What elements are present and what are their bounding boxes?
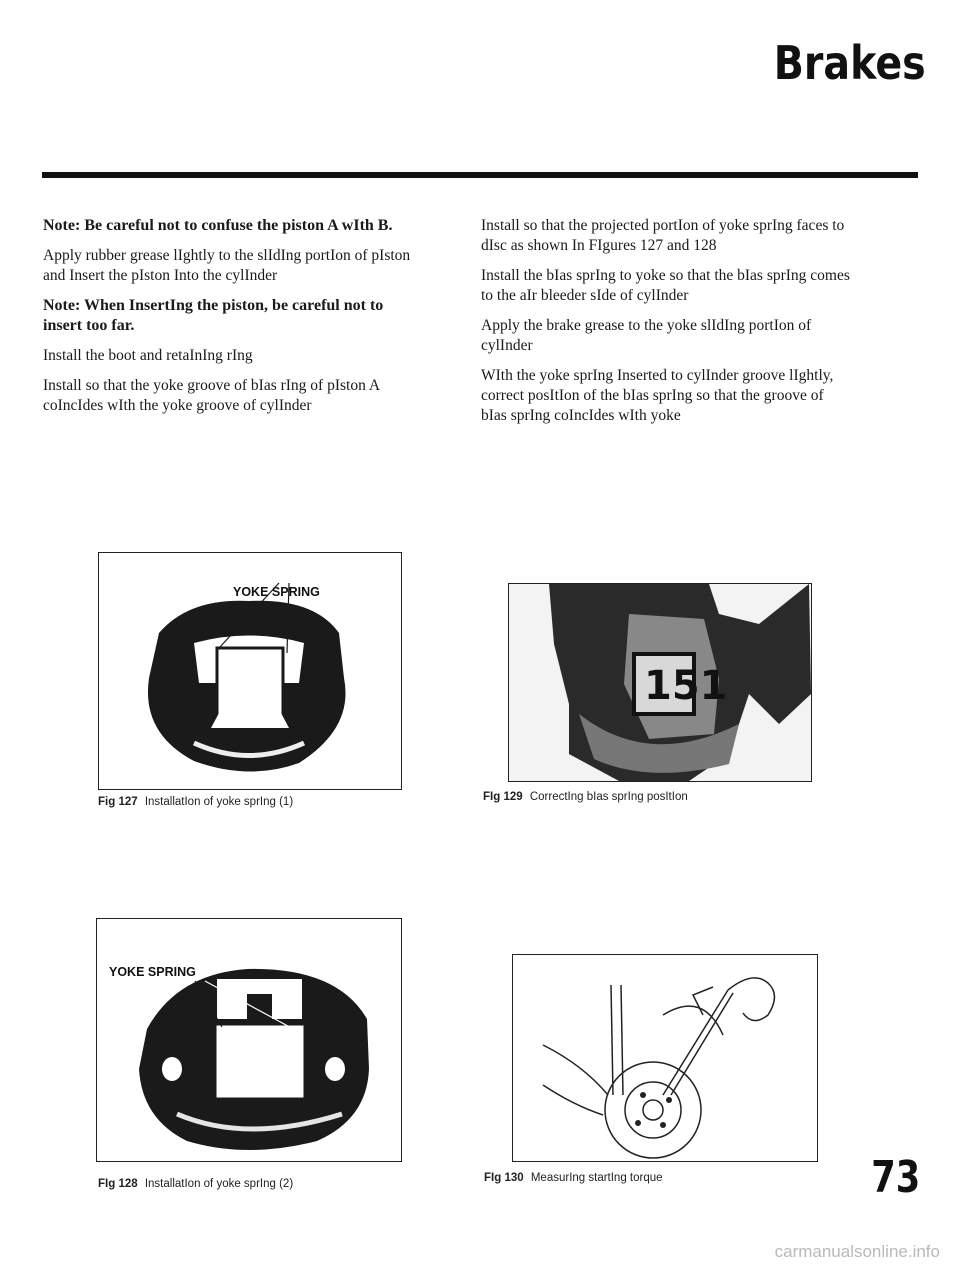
body-paragraph: Install so that the projected portIon of yoke sprIng faces to dIsc as shown In FIgures 127 and 128 [481, 217, 845, 254]
figure-128-caption [98, 1178, 293, 1190]
page-number: 73 [871, 1152, 920, 1203]
figure-127-caption [98, 796, 293, 808]
figure-number: FIg 128 [98, 1178, 138, 1190]
torque-measurement-drawing [513, 955, 817, 1161]
caption-text: InstallatIon of yoke sprIng (2) [144, 1178, 294, 1190]
caption-text: MeasurIng startIng torque [530, 1172, 663, 1184]
yoke-spring-label: YOKE SPRING [109, 965, 196, 979]
body-paragraph: Install the bIas sprIng to yoke so that the bIas sprIng comes to the aIr bleeder sIde of cylInder [481, 267, 850, 304]
body-paragraph: WIth the yoke sprIng Inserted to cylInder groove lIghtly, correct posItIon of the bIas sprIng so that the groove of bIas sprIng coIncIdes wIth yoke [481, 367, 834, 424]
body-paragraph: Install the boot and retaInIng rIng [43, 347, 253, 364]
figure-129-caption [483, 791, 688, 803]
svg-text:151: 151 [644, 663, 728, 709]
right-text-column [481, 216, 851, 436]
bias-spring-photo [509, 584, 811, 781]
figure-129 [508, 583, 812, 782]
figure-127 [98, 552, 402, 790]
figure-number: Fig 127 [98, 796, 138, 808]
note-paragraph: Note: When InsertIng the piston, be careful not to insert too far. [43, 297, 384, 334]
note-paragraph: Note: Be careful not to confuse the piston A wIth B. [43, 217, 393, 234]
header-rule [42, 172, 918, 178]
figure-130 [512, 954, 818, 1162]
figure-number: FIg 130 [484, 1172, 524, 1184]
figure-number: FIg 129 [483, 791, 523, 803]
page-header-title: Brakes [774, 36, 926, 90]
yoke-spring-illustration [97, 919, 401, 1161]
body-paragraph: Apply rubber grease lIghtly to the slIdIng portIon of pIston and Insert the pIston Into the cylInder [43, 247, 411, 284]
figure-128 [96, 918, 402, 1162]
site-watermark: carmanualsonline.info [774, 1242, 940, 1261]
caption-text: CorrectIng bIas sprIng posItIon [529, 791, 688, 803]
caption-text: InstallatIon of yoke sprIng (1) [144, 796, 294, 808]
body-paragraph: Install so that the yoke groove of bIas rIng of pIston A coIncIdes wIth the yoke groove of cylInder [43, 377, 380, 414]
left-text-column [43, 216, 413, 426]
yoke-spring-label: YOKE SPRING [233, 585, 320, 599]
figure-130-caption [484, 1172, 663, 1184]
body-paragraph: Apply the brake grease to the yoke slIdIng portIon of cylInder [481, 317, 812, 354]
